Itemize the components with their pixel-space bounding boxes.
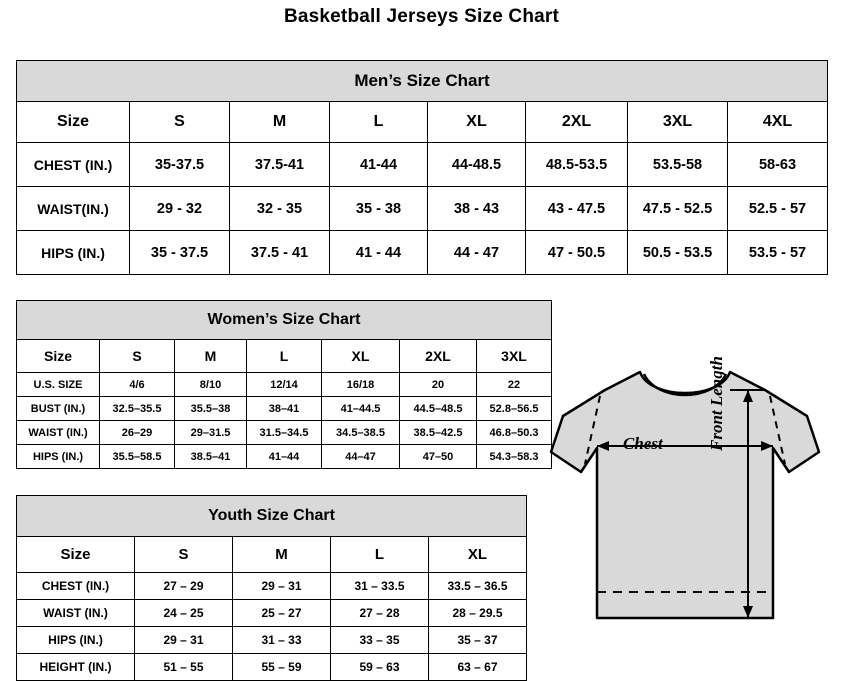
table-cell: 8/10 [175, 373, 247, 397]
row-label: U.S. SIZE [17, 373, 100, 397]
table-cell: 35-37.5 [130, 143, 230, 187]
table-header-row [17, 102, 828, 143]
table-row [17, 421, 552, 445]
column-header: M [230, 102, 330, 143]
column-header: XL [429, 537, 527, 573]
table-cell: 44 - 47 [428, 231, 526, 275]
column-header: Size [17, 102, 130, 143]
table-cell: 43 - 47.5 [526, 187, 628, 231]
table-cell: 54.3–58.3 [477, 445, 552, 469]
column-header: S [130, 102, 230, 143]
table-cell: 44.5–48.5 [400, 397, 477, 421]
row-label: HEIGHT (IN.) [17, 654, 135, 681]
table-cell: 35 – 37 [429, 627, 527, 654]
column-header: L [247, 340, 322, 373]
table-cell: 12/14 [247, 373, 322, 397]
chest-measure-label: Chest [623, 434, 663, 453]
row-label: WAIST (IN.) [17, 600, 135, 627]
table-row [17, 654, 527, 681]
table-cell: 32 - 35 [230, 187, 330, 231]
table-cell: 34.5–38.5 [322, 421, 400, 445]
table-row [17, 143, 828, 187]
table-row [17, 627, 527, 654]
table-cell: 26–29 [100, 421, 175, 445]
table-cell: 29 - 32 [130, 187, 230, 231]
table-cell: 41-44 [330, 143, 428, 187]
table-cell: 53.5-58 [628, 143, 728, 187]
column-header: XL [428, 102, 526, 143]
table-cell: 35 - 38 [330, 187, 428, 231]
table-cell: 47–50 [400, 445, 477, 469]
table-cell: 31.5–34.5 [247, 421, 322, 445]
column-header: 2XL [400, 340, 477, 373]
front-length-measure-label: Front Length [707, 356, 726, 451]
table-cell: 38 - 43 [428, 187, 526, 231]
table-cell: 27 – 28 [331, 600, 429, 627]
page-title: Basketball Jerseys Size Chart [283, 6, 560, 27]
youth-size-chart-table [16, 495, 527, 681]
table-cell: 47.5 - 52.5 [628, 187, 728, 231]
table-cell: 55 – 59 [233, 654, 331, 681]
row-label: WAIST(IN.) [17, 187, 130, 231]
table-header-row [17, 537, 527, 573]
table-row [17, 187, 828, 231]
table-row [17, 397, 552, 421]
column-header: Size [17, 340, 100, 373]
table-header-row [17, 340, 552, 373]
table-cell: 44–47 [322, 445, 400, 469]
tshirt-illustration [545, 356, 835, 656]
column-header: 2XL [526, 102, 628, 143]
table-cell: 46.8–50.3 [477, 421, 552, 445]
table-cell: 29–31.5 [175, 421, 247, 445]
table-section-header-row [17, 301, 552, 340]
table-cell: 38.5–41 [175, 445, 247, 469]
table-cell: 37.5 - 41 [230, 231, 330, 275]
table-cell: 58-63 [728, 143, 828, 187]
table-cell: 48.5-53.5 [526, 143, 628, 187]
table-cell: 35.5–38 [175, 397, 247, 421]
table-cell: 50.5 - 53.5 [628, 231, 728, 275]
column-header: 3XL [477, 340, 552, 373]
table-cell: 59 – 63 [331, 654, 429, 681]
table-cell: 22 [477, 373, 552, 397]
table-cell: 37.5-41 [230, 143, 330, 187]
table-cell: 52.5 - 57 [728, 187, 828, 231]
table-cell: 4/6 [100, 373, 175, 397]
table-row [17, 373, 552, 397]
mens-section-heading: Men’s Size Chart [17, 61, 828, 102]
table-row [17, 445, 552, 469]
mens-size-chart-table [16, 60, 828, 275]
row-label: BUST (IN.) [17, 397, 100, 421]
youth-section-heading: Youth Size Chart [17, 496, 527, 537]
table-cell: 53.5 - 57 [728, 231, 828, 275]
column-header: M [233, 537, 331, 573]
row-label: HIPS (IN.) [17, 627, 135, 654]
table-cell: 33 – 35 [331, 627, 429, 654]
table-cell: 41 - 44 [330, 231, 428, 275]
table-cell: 31 – 33.5 [331, 573, 429, 600]
table-cell: 35 - 37.5 [130, 231, 230, 275]
table-cell: 16/18 [322, 373, 400, 397]
column-header: 4XL [728, 102, 828, 143]
row-label: WAIST (IN.) [17, 421, 100, 445]
womens-size-chart-table [16, 300, 552, 469]
column-header: 3XL [628, 102, 728, 143]
table-cell: 20 [400, 373, 477, 397]
table-cell: 41–44.5 [322, 397, 400, 421]
table-cell: 41–44 [247, 445, 322, 469]
column-header: XL [322, 340, 400, 373]
table-cell: 25 – 27 [233, 600, 331, 627]
column-header: S [135, 537, 233, 573]
table-cell: 47 - 50.5 [526, 231, 628, 275]
table-cell: 31 – 33 [233, 627, 331, 654]
table-cell: 29 – 31 [233, 573, 331, 600]
table-section-header-row [17, 496, 527, 537]
table-row [17, 600, 527, 627]
table-cell: 33.5 – 36.5 [429, 573, 527, 600]
row-label: CHEST (IN.) [17, 573, 135, 600]
table-row [17, 573, 527, 600]
table-cell: 35.5–58.5 [100, 445, 175, 469]
row-label: HIPS (IN.) [17, 445, 100, 469]
table-cell: 51 – 55 [135, 654, 233, 681]
table-cell: 52.8–56.5 [477, 397, 552, 421]
row-label: HIPS (IN.) [17, 231, 130, 275]
column-header: L [331, 537, 429, 573]
column-header: M [175, 340, 247, 373]
table-cell: 29 – 31 [135, 627, 233, 654]
table-row [17, 231, 828, 275]
table-cell: 44-48.5 [428, 143, 526, 187]
table-cell: 24 – 25 [135, 600, 233, 627]
column-header: L [330, 102, 428, 143]
column-header: S [100, 340, 175, 373]
table-section-header-row [17, 61, 828, 102]
shirt-measurement-diagram [545, 356, 835, 666]
table-cell: 32.5–35.5 [100, 397, 175, 421]
row-label: CHEST (IN.) [17, 143, 130, 187]
womens-section-heading: Women’s Size Chart [17, 301, 552, 340]
table-cell: 27 – 29 [135, 573, 233, 600]
table-cell: 38.5–42.5 [400, 421, 477, 445]
column-header: Size [17, 537, 135, 573]
table-cell: 28 – 29.5 [429, 600, 527, 627]
table-cell: 38–41 [247, 397, 322, 421]
table-cell: 63 – 67 [429, 654, 527, 681]
